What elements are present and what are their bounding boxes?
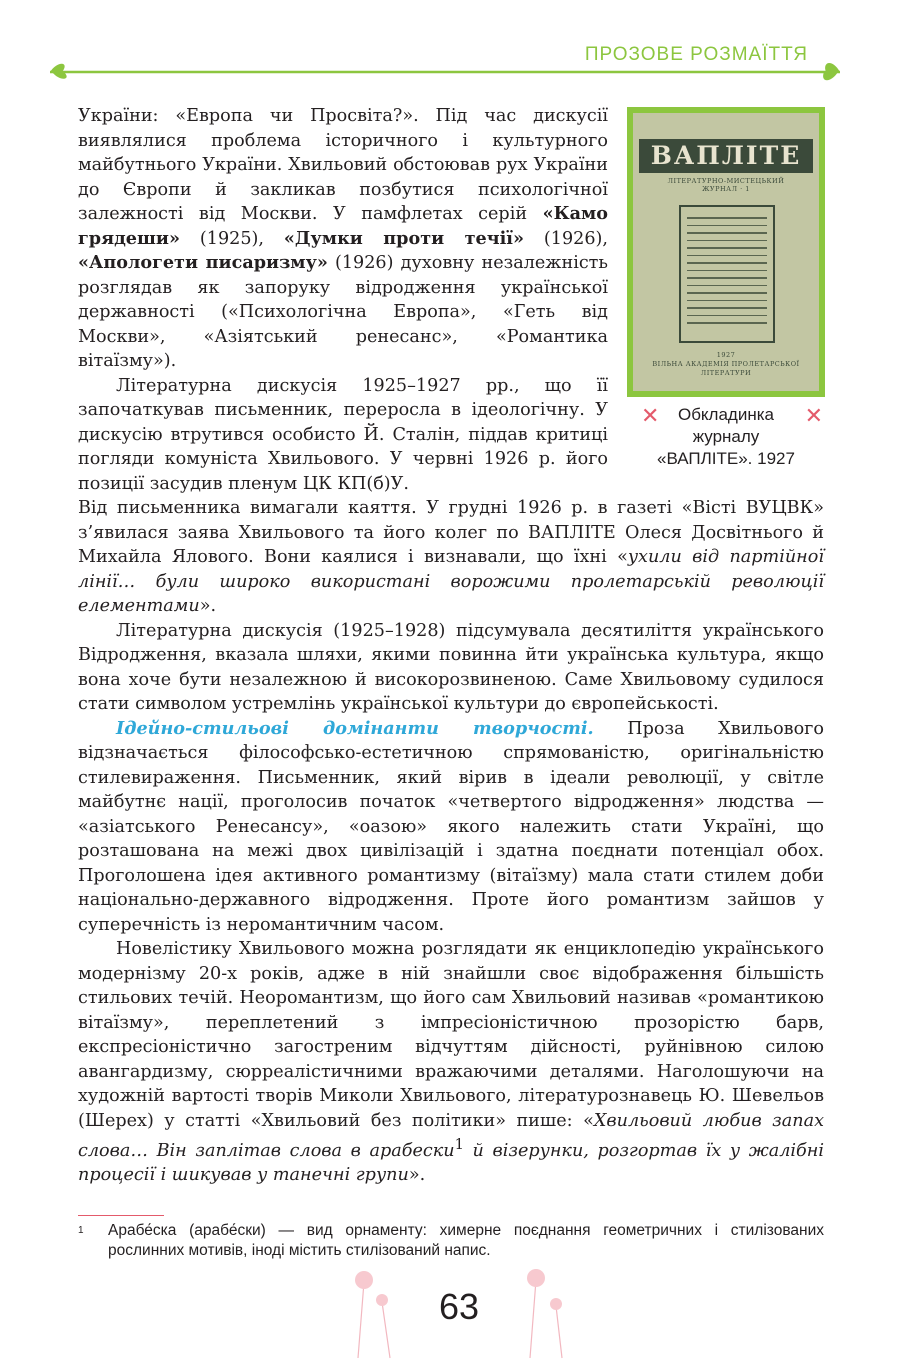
cover-subtitle: ЛІТЕРАТУРНО-МИСТЕЦЬКИЙ ЖУРНАЛ · 1 [667,177,785,193]
body-text [78,104,824,1188]
paragraph: України: «Европа чи Просвіта?». Під час дискусії виявлялися проблема історичного і культурного майбутнього України. Хвильовий обстоював рух України до Європи й закликав позбутися психологічної залежності від Москви. У памфлетах серій «Камо грядеши» (1925), «Думки проти течії» (1926), «Апологети писаризму» (1926) духовну незалежність розглядав як запоруку відродження української державності («Психологічна Европа», «Геть від Москви», «Азіятський ренесанс», «Романтика вітаїзму»). [78,106,608,371]
paragraph: Ідейно-стильові домінанти творчості. Проза Хвильового відзначається філософсько-естетичною спрямованістю, оригінальністю стилевираження. Письменник, який вірив в ідеали революції, у світле майбутнє нації, проголосив початок «четвертого відродження» людства — «азіатського Ренесансу», «оазою» якого належить стати Україні, що розташована на межі двох цивілізацій і здатна поєднати потенціал обох. Проголошена ідея активного романтизму (вітаїзму) мала стати стилем доби національно-державного відродження. Проте його романтизм зайшов у суперечність із неромантичним часом. [78,717,824,935]
footnote-divider [78,1215,164,1216]
footnote-number: 1 [78,1225,84,1236]
footnote [78,1221,824,1261]
cover-masthead: ВАПЛІТЕ [639,139,813,173]
cover-footer: 1927 ВІЛЬНА АКАДЕМІЯ ПРОЛЕТАРСЬКОЇ ЛІТЕРАТУРИ [652,351,800,377]
cross-decoration-icon: ✕ [641,404,660,429]
page-number: 63 [438,1286,480,1327]
paragraph: Літературна дискусія (1925–1928) підсумувала десятиліття українського Відродження, вказала шляхи, якими повинна йти українська культура, якщо вона хоче бути незалежною й високорозвиненою. Саме Хвильовому судилося стати символом устремлінь української культури до європейськості. [78,620,824,714]
caption-text: Обкладинка журналу «ВАПЛІТЕ». 1927 [657,405,795,468]
footnote-reference[interactable]: 1 [454,1136,464,1153]
section-title: ПРОЗОВЕ РОЗМАЇТТЯ [584,44,808,65]
section-heading: Ідейно-стильові домінанти творчості. [116,717,594,739]
paragraph: Літературна дискусія 1925–1927 рр., що її започаткував письменник, переросла в ідеологічну. У дискусію втрутився особисто Й. Сталін, піддав критиці погляди комуніста Хвильового. У червні 1926 р. його позиції засудив пленум ЦК КП(б)У. [78,375,608,494]
paragraph: Новелістику Хвильового можна розглядати як енциклопедію українського модернізму 20-х років, адже в ній знайшли своє відображення більшість стильових течій. Неоромантизм, що його сам Хвильовий називав «романтикою вітаїзму», переплетений з імпресіоністичною прозорістю барв, експресіоністично загостреним відчуттям дійсності, руйнівною силою авангардизму, сюрреалістичними вражаючими деталями. Наголошуючи на художній вартості творів Миколи Хвильового, літературознавець Ю. Шевельов (Шерех) у статті «Хвильовий без політики» пише: «Хвильовий любив запах слова… Він заплітав слова в арабески$^1$ й візерунки, розгортав їх у жалібні процесії і шикував у танечні групи». [78,939,824,1186]
paragraph: Від письменника вимагали каяття. У грудні 1926 р. в газеті «Вісті ВУЦВК» з’явилася заява Хвильового та його колег по ВАПЛІТЕ Олеся Досвітнього й Михайла Ялового. Вони каялися і визнавали, що їхні «ухили від партійної лінії… були широко використані ворожими пролетарській революції елементами». [78,498,824,616]
cross-decoration-icon: ✕ [804,404,823,429]
footnote-text: Арабе́ска (арабе́ски) — вид орнаменту: химерне поєднання геометричних і стилізованих рослинних мотивів, іноді містить стилізований напис. [108,1222,824,1259]
